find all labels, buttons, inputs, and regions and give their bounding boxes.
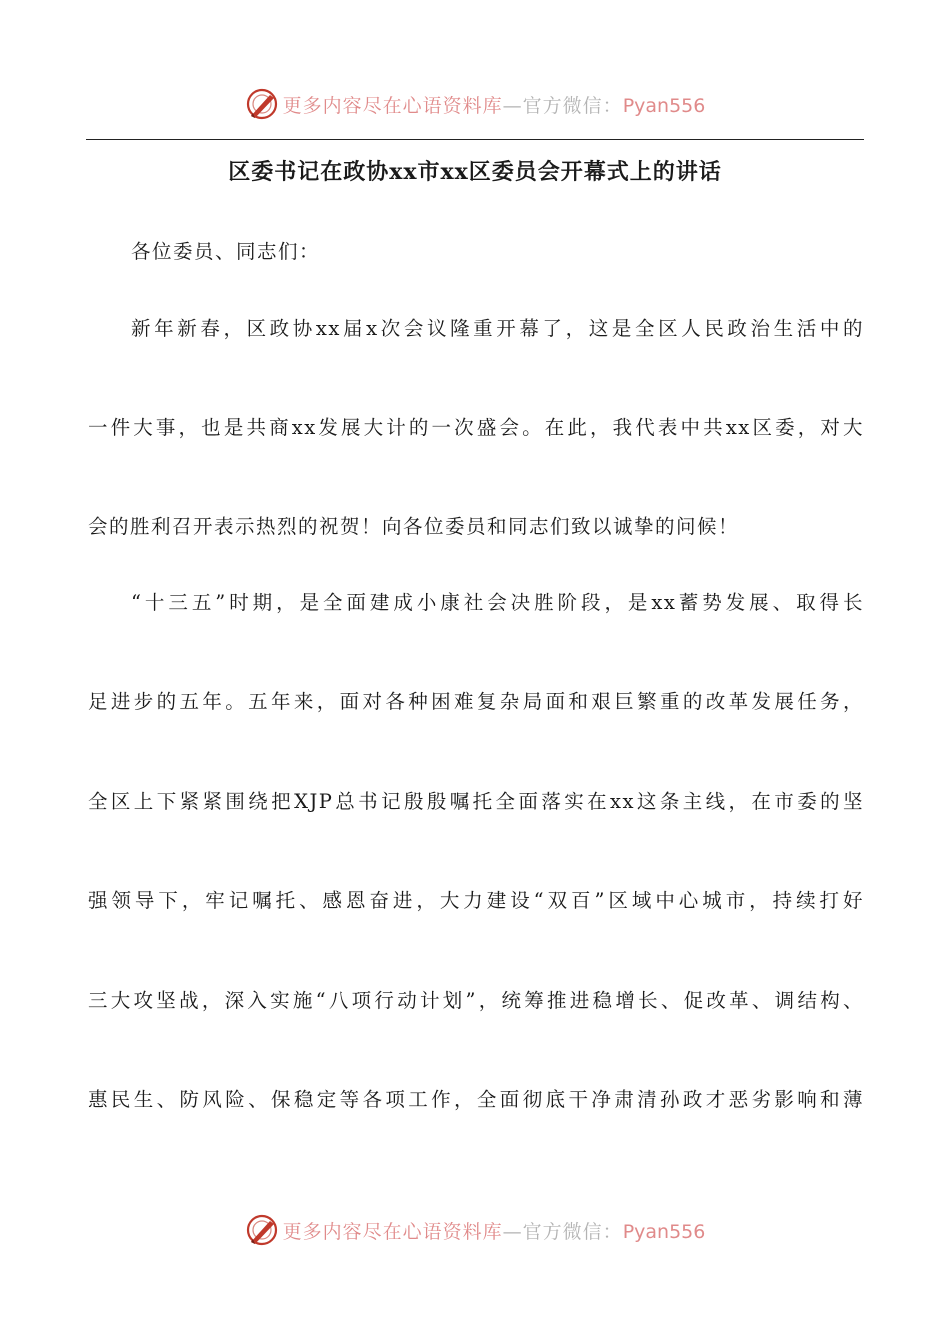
document-title: 区委书记在政协xx市xx区委员会开幕式上的讲话 <box>228 159 722 185</box>
body-line-8: 三大攻坚战，深入实施“八项行动计划”，统筹推进稳增长、促改革、调结构、 <box>88 989 864 1012</box>
body-line-5: 足进步的五年。五年来，面对各种困难复杂局面和艰巨繁重的改革发展任务， <box>88 690 864 713</box>
banner-brand-text: 更多内容尽在心语资料库 <box>282 94 503 117</box>
pen-logo-icon <box>245 87 279 121</box>
footer-wechat-label: 官方微信： <box>522 1220 623 1243</box>
body-line-3: 会的胜利召开表示热烈的祝贺！向各位委员和同志们致以诚挚的问候！ <box>88 515 740 538</box>
banner-wechat-id: Pyan556 <box>622 94 706 117</box>
body-line-4: “十三五”时期，是全面建成小康社会决胜阶段，是xx蓄势发展、取得长 <box>131 591 864 614</box>
body-line-2: 一件大事，也是共商xx发展大计的一次盛会。在此，我代表中共xx区委，对大 <box>88 416 864 439</box>
body-line-6: 全区上下紧紧围绕把XJP总书记殷殷嘱托全面落实在xx这条主线，在市委的坚 <box>88 790 864 813</box>
header-rule <box>86 139 864 140</box>
footer-wechat-id: Pyan556 <box>622 1220 706 1243</box>
footer-banner <box>0 1210 950 1250</box>
footer-dash: — <box>502 1220 523 1243</box>
banner-dash: — <box>502 94 523 117</box>
header-banner <box>0 84 950 124</box>
body-line-9: 惠民生、防风险、保稳定等各项工作，全面彻底干净肃清孙政才恶劣影响和薄 <box>88 1088 864 1111</box>
body-line-7: 强领导下，牢记嘱托、感恩奋进，大力建设“双百”区域中心城市，持续打好 <box>88 889 864 912</box>
pen-logo-icon <box>245 1213 279 1247</box>
body-line-1: 新年新春，区政协xx届x次会议隆重开幕了，这是全区人民政治生活中的 <box>131 317 864 340</box>
banner-wechat-label: 官方微信： <box>522 94 623 117</box>
footer-brand-text: 更多内容尽在心语资料库 <box>282 1220 503 1243</box>
salutation: 各位委员、同志们： <box>131 240 321 263</box>
